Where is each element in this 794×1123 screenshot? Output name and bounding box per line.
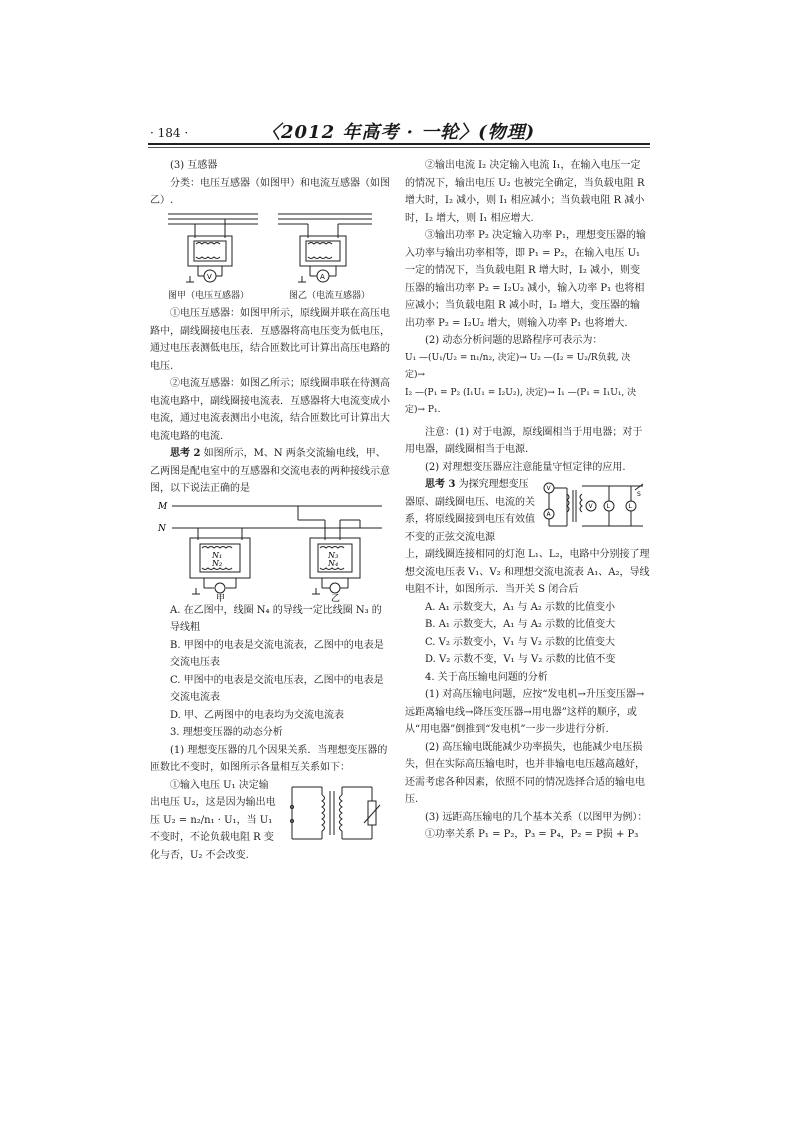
note: (2) 对理想变压器应注意能量守恒定律的应用. [425,461,626,473]
section-title: (3) 互感器 [170,160,218,171]
paragraph: (2) 高压输电既能减少功率损失，也能减少电压损失，但在实际高压输电时，也并非输电电压越高越好，还需考虑各种因素，依照不同的情况选择合适的输电电压. [405,741,645,805]
flow-line-1: U₁ —(U₁/U₂ = n₁/n₂, 决定)→ U₂ —(I₂ = U₂/R负载, 决定)→ [405,352,631,380]
ammeter-icon: A [320,272,325,281]
think-text: 为探究理想变压器原、副线圈电压、电流的关系，将原线圈接到电压有效值不变的正弦交流电源 [405,479,535,543]
option-b: B. A₁ 示数变大，A₁ 与 A₂ 示数的比值变大 [425,619,616,630]
transformer-figures [150,210,390,286]
paragraph: (1) 对高压输电问题，应按“发电机→升压变压器→远距离输电线→降压变压器→用电器”这样的顺序，或从“用电器”倒推到“发电机”一步一步进行分析. [405,689,645,735]
paragraph: (3) 远距高压输电的几个基本关系（以图甲为例）： [425,811,648,823]
think-3 [405,476,650,546]
option-d: D. 甲、乙两图中的电表均为交流电流表 [170,709,345,721]
option-a: A. A₁ 示数变大，A₁ 与 A₂ 示数的比值变小 [425,601,615,613]
label-M: M [158,501,168,512]
option-c: C. V₂ 示数变小，V₁ 与 V₂ 示数的比值变大 [425,636,616,648]
paragraph: ①输入电压 U₁ 决定输出电压 U₂，这是因为输出电压 U₂ = n₂/n₁ · U₁，当 U₁ 不变时，不论负载电阻 R 变化与否，U₂ 不会改变. [150,779,276,861]
paragraph: ②输出电流 I₂ 决定输入电流 I₁，在输入电压一定的情况下，输出电压 U₂ 也被完全确定，当负载电阻 R 增大时，I₂ 减小，则 I₁ 相应减小；当负载电阻 R 减小时，I₂ 增大，则 I₁ 相应增大. [405,160,645,224]
option-c: C. 甲图中的电表是交流电压表，乙图中的电表是交流电流表 [170,674,384,703]
voltmeter-icon: V [588,503,593,510]
paragraph: (1) 理想变压器的几个因果关系．当理想变压器的匝数比不变时，如图所示各量相互关系如下： [150,744,388,773]
think-label: 思考 2 [170,448,201,459]
paragraph: (2) 动态分析问题的思路程序可表示为： [425,335,603,346]
label-N2: N₂ [212,558,223,568]
paragraph: 上，副线圈连接相同的灯泡 L₁、L₂，电路中分别接了理想交流电压表 V₁、V₂ 和理想交流电流表 A₁、A₂，导线电阻不计，如图所示．当开关 S 闭合后 [405,549,650,595]
paragraph: ②电流互感器：如图乙所示；原线圈串联在待测高电流电路中，副线圈接电流表．互感器将大电流变成小电流，通过电流表测出小电流，结合匝数比可计算出大电流电路的电流. [150,378,390,442]
option-a: A. 在乙图中，线圈 N₄ 的导线一定比线圈 N₃ 的导线粗 [170,604,382,633]
switch-icon: S [637,491,641,498]
lamp-icon: L [628,503,632,510]
label-N1: N₁ [212,550,223,560]
note: 注意：(1) 对于电源，原线圈相当于用电器；对于用电器，副线圈相当于电源. [405,426,643,455]
header-rule-thin [148,147,650,148]
transformer-circuit [284,777,384,849]
option-d: D. V₂ 示数不变，V₁ 与 V₂ 示数的比值不变 [425,654,616,665]
lamp-icon: L [606,503,610,510]
paragraph: 分类：电压互感器（如图甲）和电流互感器（如图乙）. [150,177,390,206]
think-text: 如图所示，M、N 两条交流输电线，甲、乙两图是配电室中的互感器和交流电表的两种接线示意图，以下说法正确的是 [150,448,390,494]
ammeter-icon: A [546,511,551,518]
paragraph: ③输出功率 P₂ 决定输入功率 P₁，理想变压器的输入功率与输出功率相等，即 P₁ = P₂，在输入电压 U₁ 一定的情况下，当负载电阻 R 增大时，I₂ 减小，则变压器的输出功率 P₂ = I₂U₂ 减小，输入功率 P₁ 也将相应减小；当负载电阻 R 减小时，I₂ 增大，变压器的输出功率 P₂ = I₂U₂ 增大，则输入功率 P₁ 也将增大. [405,230,647,329]
label-yi: 乙 [331,593,341,602]
label-N4: N₄ [328,558,339,568]
right-column [405,157,650,844]
section-title: 4. 关于高压输电问题的分析 [425,671,548,683]
paragraph: ①功率关系 P₁ = P₂，P₃ = P₄，P₂ = P损 + P₃ [425,829,639,840]
label-N: N [158,523,166,534]
running-title: 〈2012 年高考 · 一轮〉(物理) [262,122,536,143]
label-jia: 甲 [216,593,226,602]
think3-intro [405,476,535,546]
voltmeter-icon: V [546,485,551,492]
header-rule [148,143,650,145]
left-column [150,157,390,864]
think-label: 思考 3 [425,479,456,490]
caption-jia: 图甲（电压互感器） [168,290,250,301]
u1-block [150,777,390,865]
caption-yi: 图乙（电流互感器） [288,290,370,301]
option-b: B. 甲图中的电表是交流电流表，乙图中的电表是交流电压表 [170,639,384,668]
think-2 [150,445,390,498]
page-number: · 184 · [150,126,189,140]
label-N3: N₃ [328,550,339,560]
think2-figure [150,498,390,602]
figure-captions [150,288,390,306]
flow-line-2: I₂ —(P₁ = P₂ (I₁U₁ = I₂U₂), 决定)→ I₁ —(P₁ = I₁U₁, 决定)→ P₁. [405,387,637,415]
paragraph: ①电压互感器：如图甲所示，原线圈并联在高压电路中，副线圈接电压表．互感器将高电压变为低电压，通过电压表测低电压，结合匝数比可计算出高压电路的电压. [150,308,390,372]
think3-circuit [539,476,647,536]
section-title: 3. 理想变压器的动态分析 [170,727,283,738]
voltmeter-icon: V [207,272,212,281]
